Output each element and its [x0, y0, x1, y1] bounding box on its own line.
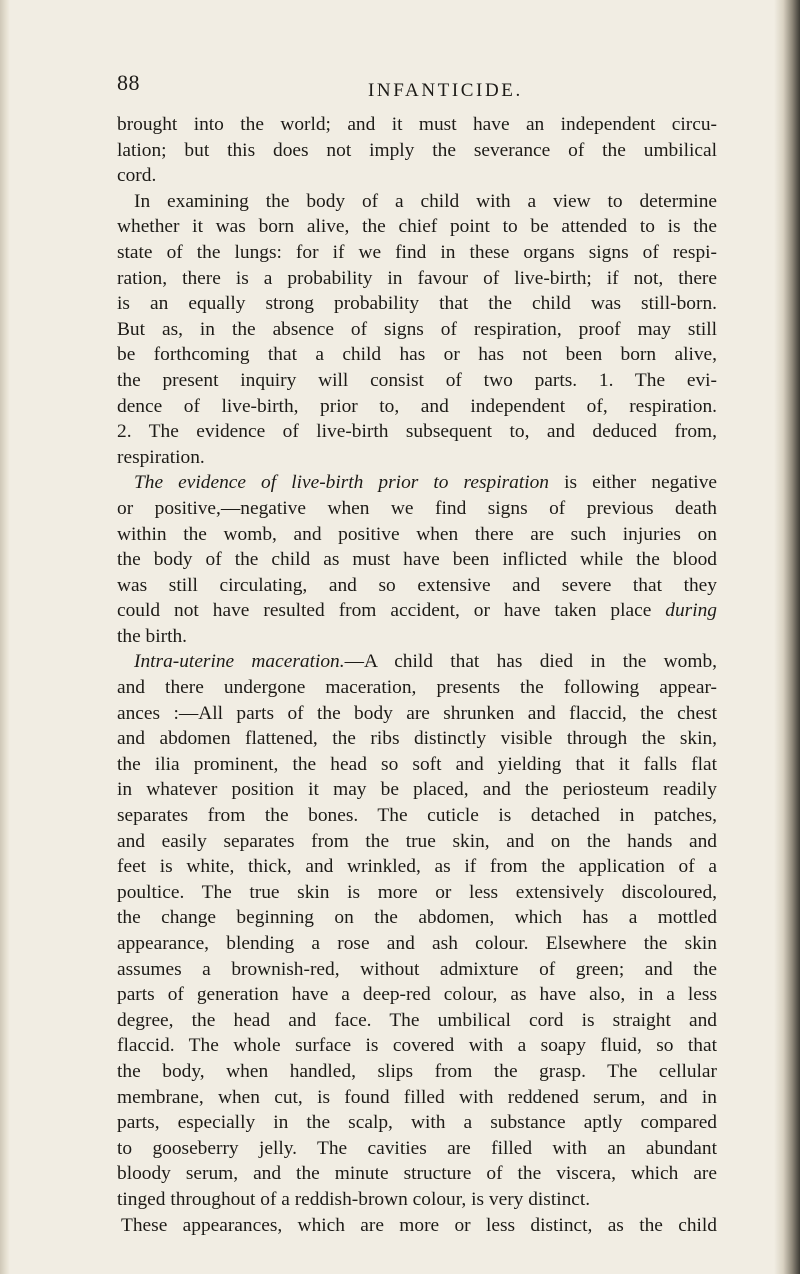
text-line: parts, especially in the scalp, with a substance aptly compared [117, 1112, 717, 1134]
text-line: be forthcoming that a child has or has not been born alive, [117, 344, 717, 366]
text-line: But as, in the absence of signs of respiration, proof may still [117, 318, 717, 340]
body-text [117, 112, 717, 1238]
text-line: tinged throughout of a reddish-brown colour, is very distinct. [117, 1188, 591, 1210]
text-line: the change beginning on the abdomen, which has a mottled [117, 907, 717, 929]
text-line: state of the lungs: for if we find in these organs signs of respi- [117, 241, 717, 263]
text-line: the birth. [117, 625, 188, 647]
text-line: the present inquiry will consist of two parts. 1. The evi- [117, 369, 717, 391]
text-line: Intra-uterine maceration.—A child that has died in the womb, [134, 651, 717, 673]
text-line: feet is white, thick, and wrinkled, as if from the application of a [117, 856, 717, 878]
text-line: respiration. [117, 446, 205, 468]
text-line: dence of live-birth, prior to, and independent of, respiration. [117, 395, 717, 417]
text-line: appearance, blending a rose and ash colour. Elsewhere the skin [117, 933, 717, 954]
text-line: poultice. The true skin is more or less extensively discoloured, [117, 881, 717, 903]
text-line: within the womb, and positive when there are such injuries on [117, 523, 717, 545]
text-line: assumes a brownish-red, without admixture of green; and the [117, 958, 717, 980]
page-number: 88 [117, 70, 140, 95]
text-line: was still circulating, and so extensive and severe that they [117, 574, 717, 596]
text-line: bloody serum, and the minute structure of the viscera, which are [117, 1163, 717, 1185]
text-line: The evidence of live-birth prior to respiration is either negative [134, 472, 717, 494]
text-line: whether it was born alive, the chief point to be attended to is the [117, 216, 717, 238]
text-line: ration, there is a probability in favour of live-birth; if not, there [117, 267, 717, 289]
text-line: or positive,—negative when we find signs of previous death [117, 497, 717, 519]
text-line: brought into the world; and it must have an independent circu- [117, 114, 717, 135]
text-line: These appearances, which are more or less distinct, as the child [121, 1214, 717, 1236]
text-line: lation; but this does not imply the severance of the umbilical [117, 139, 717, 161]
italic-heading: The evidence of live-birth prior to respiration [134, 472, 550, 494]
right-binding-shadow [774, 0, 800, 1274]
text-line: and easily separates from the true skin, and on the hands and [117, 830, 717, 852]
text-line: is an equally strong probability that the child was still-born. [117, 293, 717, 315]
text-line: to gooseberry jelly. The cavities are filled with an abundant [117, 1137, 717, 1159]
text-line: ances :—All parts of the body are shrunken and flaccid, the chest [117, 702, 717, 724]
text-line: the ilia prominent, the head so soft and yielding that it falls flat [117, 753, 717, 775]
running-title: INFANTICIDE. [368, 80, 523, 101]
text-line: parts of generation have a deep-red colour, as have also, in a less [117, 984, 717, 1006]
text-line: and abdomen flattened, the ribs distinctly visible through the skin, [117, 728, 717, 750]
italic-word: during [665, 600, 717, 622]
text-line: separates from the bones. The cuticle is detached in patches, [117, 805, 717, 827]
text-line: flaccid. The whole surface is covered with a soapy fluid, so that [117, 1035, 717, 1057]
left-page-edge [0, 0, 10, 1274]
text-line: membrane, when cut, is found filled with reddened serum, and in [117, 1086, 717, 1108]
text-line: cord. [117, 165, 157, 187]
text-line: the body of the child as must have been inflicted while the blood [117, 549, 717, 571]
text-line: the body, when handled, slips from the grasp. The cellular [117, 1060, 717, 1082]
text-line: in whatever position it may be placed, and the periosteum readily [117, 779, 717, 801]
text-line: degree, the head and face. The umbilical cord is straight and [117, 1009, 717, 1031]
text-line: and there undergone maceration, presents the following appear- [117, 677, 717, 699]
text-line: could not have resulted from accident, or have taken place during [117, 600, 717, 622]
text-line: 2. The evidence of live-birth subsequent to, and deduced from, [117, 421, 717, 443]
italic-heading: Intra-uterine maceration. [134, 651, 345, 673]
text-line: In examining the body of a child with a view to determine [134, 190, 717, 212]
